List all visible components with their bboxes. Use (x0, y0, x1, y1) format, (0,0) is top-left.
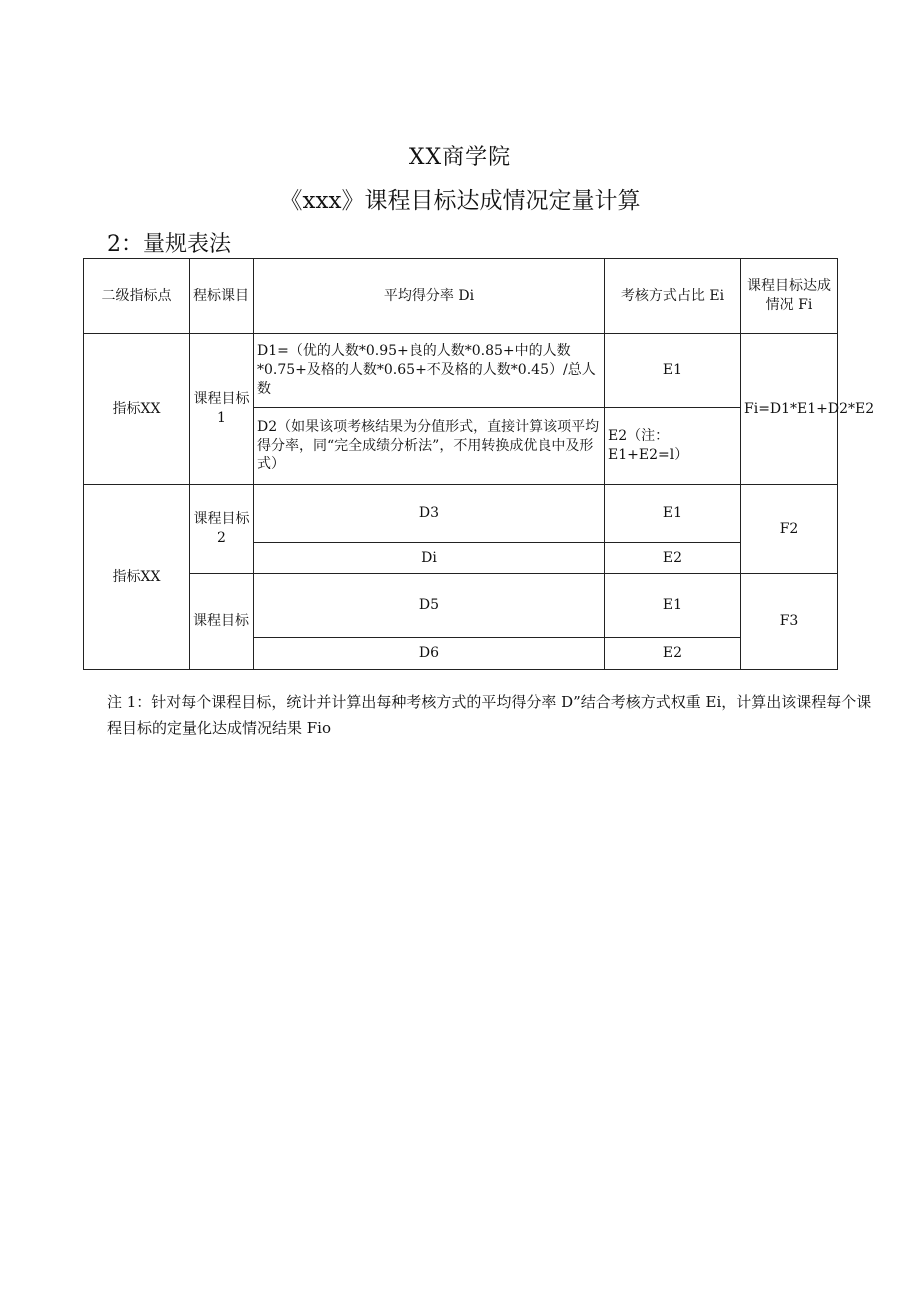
d3-cell: D3 (254, 485, 605, 543)
table-row (84, 574, 838, 638)
d6-cell: D6 (254, 638, 605, 670)
e1-cell: E1 (605, 574, 741, 638)
d5-cell: D5 (254, 574, 605, 638)
f-formula: Fi=D1*E1+D2*E2 (741, 334, 838, 485)
footnote: 注 1：针对每个课程目标，统计并计算出每种考核方式的平均得分率 D”结合考核方式权重 Ei，计算出该课程每个课程目标的定量化达成情况结果 Fio (107, 693, 872, 737)
d2-description: D2（如果该项考核结果为分值形式，直接计算该项平均得分率，同“完全成绩分析法”，不用转换成优良中及形式） (254, 408, 605, 485)
e1-cell: E1 (605, 485, 741, 543)
objective-cell: 课程目标 1 (190, 334, 254, 485)
header-achievement: 课程目标达成情况 Fi (741, 259, 838, 334)
objective-cell: 课程目标 (190, 574, 254, 670)
e2-cell: E2 (605, 638, 741, 670)
header-indicator: 二级指标点 (84, 259, 190, 334)
f2-cell: F2 (741, 485, 838, 574)
section-heading: 2：量规表法 (107, 232, 231, 257)
calculation-table (83, 258, 875, 670)
table-row (84, 334, 838, 408)
school-name: XX商学院 (408, 145, 512, 170)
table-header-row (84, 259, 838, 334)
f3-cell: F3 (741, 574, 838, 670)
objective-cell: 课程目标 2 (190, 485, 254, 574)
indicator-cell: 指标XX (84, 334, 190, 485)
table-row (84, 485, 838, 543)
header-weight: 考核方式占比 Ei (605, 259, 741, 334)
header-objective: 程标课目 (190, 259, 254, 334)
d1-formula: D1=（优的人数*0.95+良的人数*0.85+中的人数*0.75+及格的人数*0.65+不及格的人数*0.45）/总人数 (254, 334, 605, 408)
header-avg-rate: 平均得分率 Di (254, 259, 605, 334)
document-title: 《xxx》课程目标达成情况定量计算 (279, 188, 641, 214)
di-cell: Di (254, 543, 605, 574)
e2-note: E2（注：E1+E2=l） (605, 408, 741, 485)
indicator-cell: 指标XX (84, 485, 190, 670)
e2-cell: E2 (605, 543, 741, 574)
e1-cell: E1 (605, 334, 741, 408)
